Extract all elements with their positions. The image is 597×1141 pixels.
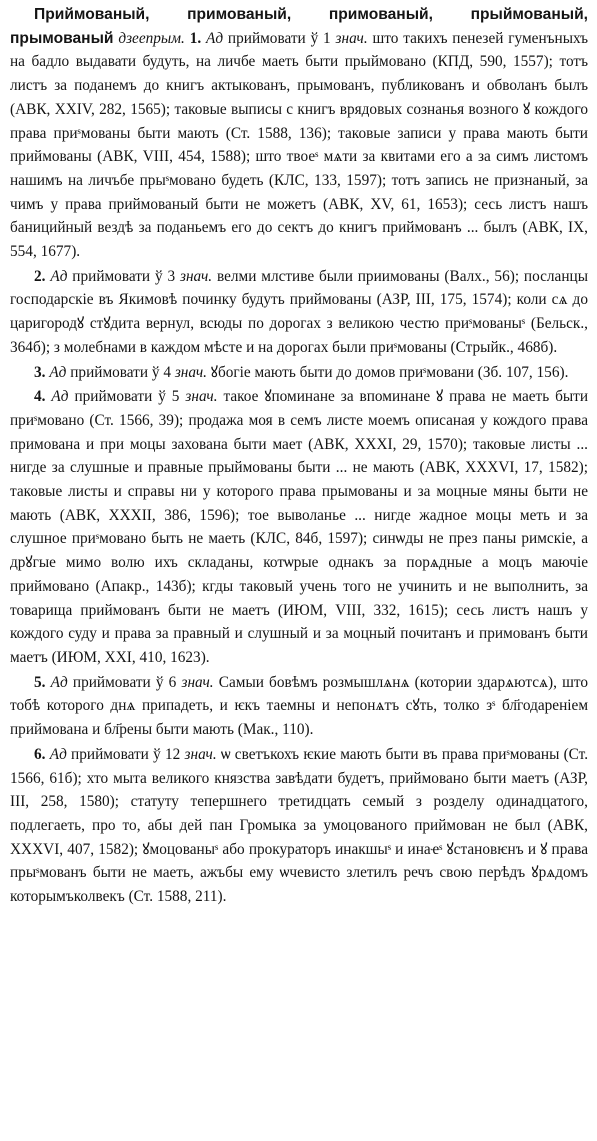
sense-label: знач. [181,673,214,691]
citations: Самыи бовѣмъ розмышлѧнѧ (котории здарѧютсѧ), што тобѣ которого днѧ припадеть, и ѥкъ таемны и непонѧтъ сꙋть, толко зˢ бл҃годаренiем приймована и бл҃рены быти мають (Мак., 110). [10,673,589,739]
sense-number: 5. [34,673,46,691]
entry-sense-1 [10,3,588,264]
sense-number: 2. [34,267,46,285]
entry-sense-4 [10,385,588,669]
entry-sense-5 [10,671,588,742]
citations: такое ꙋпоминане за впоминане ꙋ права не маеть быти приˢмовано (Ст. 1566, 39); продажа моя в семъ листе моемъ описаная у кождого права примована и при моцы захована быти мает (АВК, XXXI, 29, 1570); таковые листы ... нигде за слушные и правные прыймованы быти ... не мають (АВК, XXXVI, 17, 1582); таковые листы и справы ни у которого права прымованы и за моцные мяны быти не мають (АВК, XXXII, 386, 1596); тое выволанье ... нигде жадное моцы меть и за слушное приˢмовано быть не маеть (КЛС, 84б, 1597); синѡды не през паны римскiе, а дрꙋгые мимо волю ихъ складаны, котѡрые однакъ за порѧдные а моцъ маючiе приймовано (Апакр., 143б); кгды таковый учень того не учинить и не выполнить, за товарища приймованъ быти не маетъ (ИЮМ, VIII, 332, 1615); сесь листъ нашъ у кождого суду и права за правный и слушный и за моцный почитанъ и примованъ быти маетъ (ИЮМ, XXI, 410, 1623). [10,388,589,666]
citations: ꙋбогiе мають быти до домов приˢмовани (Зб. 107, 156). [210,363,569,381]
sense-label: знач. [184,745,217,763]
citations: велми млстиве были приимованы (Валх., 56); посланцы господарскiе въ Якимовѣ починку будуть приймованы (АЗР, III, 175, 1574); коли сѧ до царигородꙋ стꙋдита вернул, всюды по дорогах з великою честю приˢмованыˢ (Бельск., 364б); з молебнами в каждом мѣсте и на дорогах были приˢмованы (Стрыйк., 468б). [10,267,588,356]
sense-label: знач. [335,29,368,47]
sense-number: 4. [34,388,46,406]
sense-ref: ў 12 [153,745,181,763]
sense-ref: ў 3 [154,267,176,285]
cross-ref-verb: приймовати [72,673,151,691]
ad-marker: Ад [50,267,68,285]
sense-label: знач. [180,267,213,285]
sense-number: 6. [34,745,46,763]
citations: што такихъ пенезей гуменъныхъ на бадло выдавати будуть, на личбе маеть быти прыймовано (КПД, 590, 1557); тотъ листъ за поданемъ до книгъ актыкованъ, прымованъ, публикованъ и обволанъ былъ (АВК, XXIV, 282, 1565); таковые выписы с книгъ врядовых сознанья возного ꙋ кождого права приˢмованы быти мають (Ст. 1588, 136); таковые записи у права мають быти приймованы (АВК, VIII, 454, 1588); што твоеˢ мѧти за квитами его а за симъ листомъ нашимъ на личъбе прыˢмовано будеть (КЛС, 133, 1597); тотъ запись не признаный, за чимъ у права приймованый быти не можетъ (АВК, XV, 61, 1653); сесь листъ нашъ баницийный вездѣ за поданьемъ его до сектъ до книгъ приймованъ ... былъ (АВК, IX, 554, 1677). [10,29,589,261]
ad-marker: Ад [206,29,224,47]
sense-label: знач. [185,388,218,406]
sense-ref: ў 1 [310,29,331,47]
sense-number: 1. [189,29,202,47]
sense-number: 3. [34,363,46,381]
cross-ref-verb: приймовати [227,29,306,47]
cross-ref-verb: приймовати [70,363,149,381]
cross-ref-verb: приймовати [72,267,151,285]
ad-marker: Ад [49,745,67,763]
sense-ref: ў 4 [151,363,172,381]
entry-sense-3 [10,361,588,385]
cross-ref-verb: приймовати [71,745,149,763]
headword: Приймованый, примованый, примованый, прыймованый, прымованый [10,6,588,47]
ad-marker: Ад [50,673,68,691]
part-of-speech: дзеепрым. [118,29,185,47]
sense-label: знач. [174,363,207,381]
sense-ref: ў 6 [155,673,177,691]
cross-ref-verb: приймовати [74,388,153,406]
citations: ѡ светъкохъ ѥкие мають быти въ права приˢмованы (Ст. 1566, 61б); хто мыта великого князства завѣдати будетъ, приймовано быти маетъ (АЗР, III, 258, 1580); статуту тепершнего третидцать семый з розделу одинадцатого, подлегаеть, про то, абы дей пан Громыка за умоцованого приймован не был (АВК, XXXVI, 407, 1582); ꙋмоцованыˢ або прокураторъ инакшыˢ и инаҽˢ ꙋстановѥнъ и ꙋ права прыˢмованъ быти не маеть, ажъбы ему ѡчевисто злетилъ речъ свою перѣдъ ꙋрѧдомъ которымъколвекъ (Ст. 1588, 211). [10,745,589,906]
sense-ref: ў 5 [158,388,180,406]
ad-marker: Ад [51,388,69,406]
ad-marker: Ад [49,363,67,381]
entry-sense-6 [10,743,588,909]
entry-sense-2 [10,265,588,360]
